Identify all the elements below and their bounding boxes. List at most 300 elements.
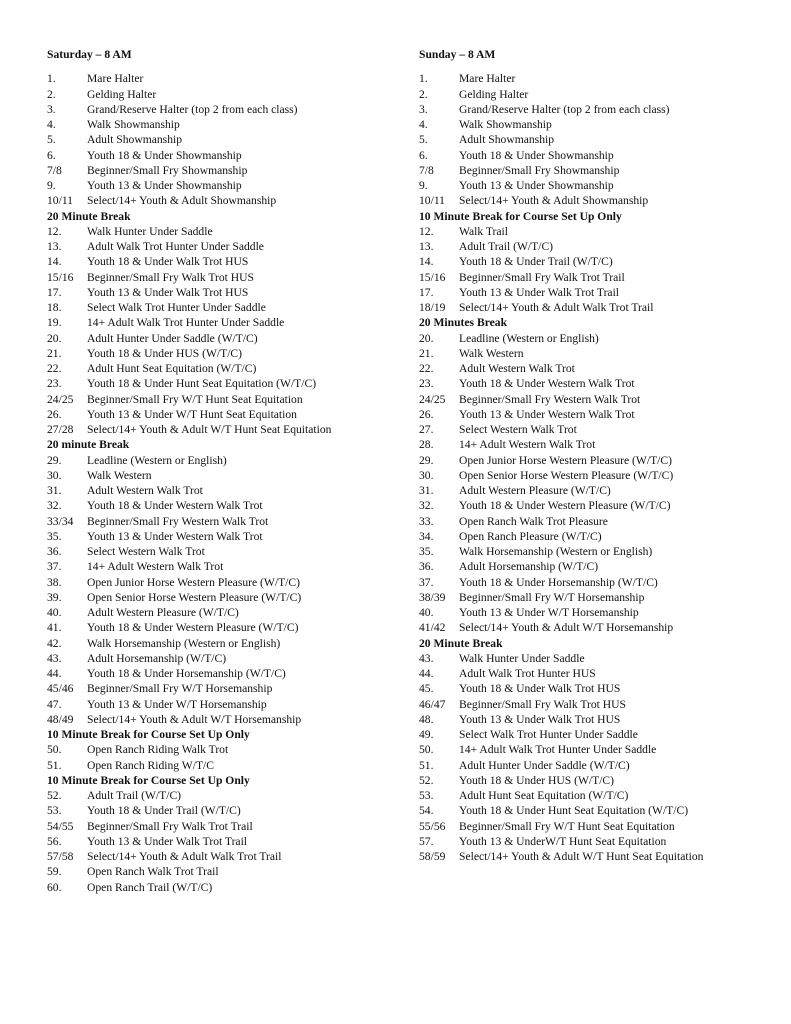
class-number: 29.	[419, 453, 434, 467]
class-name: Select Walk Trot Hunter Under Saddle	[459, 728, 638, 742]
class-number: 50.	[47, 743, 62, 757]
class-row	[419, 758, 779, 773]
class-row	[419, 224, 779, 239]
class-number: 44.	[419, 667, 434, 681]
class-name: Beginner/Small Fry Walk Trot HUS	[459, 697, 626, 711]
class-row	[419, 178, 779, 193]
class-row	[47, 361, 407, 376]
class-number: 43.	[419, 651, 434, 665]
class-name: Beginner/Small Fry W/T Horsemanship	[459, 590, 645, 604]
class-number: 1.	[47, 72, 56, 86]
class-row	[419, 773, 779, 788]
class-name: Youth 18 & Under Trail (W/T/C)	[87, 804, 241, 818]
class-name: Beginner/Small Fry Western Walk Trot	[459, 392, 641, 406]
class-name: Youth 13 & UnderW/T Hunt Seat Equitation	[459, 834, 667, 848]
break-row: 10 Minute Break for Course Set Up Only	[47, 773, 250, 787]
class-row	[47, 849, 407, 864]
class-number: 54.	[419, 804, 434, 818]
class-number: 26.	[47, 407, 62, 421]
class-row	[47, 819, 407, 834]
class-name: 14+ Adult Western Walk Trot	[459, 438, 596, 452]
class-name: Beginner/Small Fry Showmanship	[459, 163, 620, 177]
class-name: Mare Halter	[459, 72, 516, 86]
class-number: 14.	[419, 255, 434, 269]
class-row	[419, 544, 779, 559]
class-number: 36.	[47, 545, 62, 559]
class-name: 14+ Adult Walk Trot Hunter Under Saddle	[459, 743, 657, 757]
class-number: 18.	[47, 301, 62, 315]
class-name: Walk Western	[87, 468, 152, 482]
class-row	[47, 529, 407, 544]
class-name: Youth 18 & Under HUS (W/T/C)	[87, 346, 243, 360]
class-name: Adult Western Walk Trot	[87, 484, 203, 498]
class-name: Beginner/Small Fry Walk Trot Trail	[459, 270, 625, 284]
class-number: 15/16	[47, 270, 74, 284]
class-row	[47, 254, 407, 269]
class-row	[419, 742, 779, 757]
class-row	[47, 331, 407, 346]
class-row	[419, 514, 779, 529]
class-number: 39.	[47, 590, 62, 604]
class-name: Youth 18 & Under Western Walk Trot	[459, 377, 635, 391]
class-number: 12.	[47, 224, 62, 238]
class-row	[419, 834, 779, 849]
class-name: Beginner/Small Fry W/T Hunt Seat Equitation	[459, 819, 675, 833]
class-number: 50.	[419, 743, 434, 757]
class-row	[419, 559, 779, 574]
class-number: 48.	[419, 712, 434, 726]
class-name: Youth 18 & Under Walk Trot HUS	[459, 682, 621, 696]
class-row	[47, 483, 407, 498]
class-name: Youth 18 & Under Walk Trot HUS	[87, 255, 249, 269]
class-name: Adult Walk Trot Hunter HUS	[459, 667, 596, 681]
class-number: 38.	[47, 575, 62, 589]
class-name: Youth 13 & Under Showmanship	[459, 179, 614, 193]
class-name: Beginner/Small Fry Walk Trot HUS	[87, 270, 254, 284]
class-number: 60.	[47, 880, 62, 894]
class-row	[47, 102, 407, 117]
class-row	[419, 331, 779, 346]
class-number: 3.	[47, 102, 56, 116]
class-number: 41.	[47, 621, 62, 635]
class-number: 3.	[419, 102, 428, 116]
class-row	[47, 163, 407, 178]
class-name: Gelding Halter	[459, 87, 529, 101]
class-name: Adult Horsemanship (W/T/C)	[87, 651, 227, 665]
class-number: 24/25	[47, 392, 74, 406]
class-name: Adult Horsemanship (W/T/C)	[459, 560, 599, 574]
class-row	[47, 742, 407, 757]
class-number: 59.	[47, 865, 62, 879]
class-name: Walk Western	[459, 346, 524, 360]
class-row	[419, 483, 779, 498]
class-name: Select/14+ Youth & Adult Showmanship	[87, 194, 277, 208]
class-number: 51.	[419, 758, 434, 772]
class-name: Select Western Walk Trot	[87, 545, 205, 559]
class-row	[47, 544, 407, 559]
class-row	[47, 407, 407, 422]
class-name: Open Ranch Pleasure (W/T/C)	[459, 529, 602, 543]
class-number: 13.	[47, 240, 62, 254]
class-name: Select Walk Trot Hunter Under Saddle	[87, 301, 266, 315]
class-number: 57/58	[47, 850, 74, 864]
class-name: Youth 18 & Under Showmanship	[87, 148, 242, 162]
class-row	[47, 117, 407, 132]
class-number: 49.	[419, 728, 434, 742]
class-number: 54/55	[47, 819, 74, 833]
class-row	[47, 803, 407, 818]
class-name: Adult Western Pleasure (W/T/C)	[87, 606, 239, 620]
class-row	[419, 285, 779, 300]
class-name: Select/14+ Youth & Adult Walk Trot Trail	[459, 301, 654, 315]
class-name: Select/14+ Youth & Adult Walk Trot Trail	[87, 850, 282, 864]
class-name: Youth 13 & Under W/T Horsemanship	[87, 697, 267, 711]
class-name: Adult Showmanship	[459, 133, 555, 147]
class-number: 41/42	[419, 621, 446, 635]
saturday-class-list	[47, 71, 407, 895]
class-row	[419, 407, 779, 422]
class-name: Beginner/Small Fry Walk Trot Trail	[87, 819, 253, 833]
class-name: Youth 13 & Under Western Walk Trot	[87, 529, 263, 543]
class-row	[419, 71, 779, 86]
class-name: Youth 18 & Under Trail (W/T/C)	[459, 255, 613, 269]
class-row	[419, 803, 779, 818]
class-name: Open Ranch Riding Walk Trot	[87, 743, 229, 757]
class-name: Youth 13 & Under Western Walk Trot	[459, 407, 635, 421]
class-name: Adult Hunter Under Saddle (W/T/C)	[87, 331, 258, 345]
class-number: 43.	[47, 651, 62, 665]
class-row	[419, 193, 779, 208]
class-row	[47, 788, 407, 803]
class-name: Youth 18 & Under HUS (W/T/C)	[459, 773, 615, 787]
class-row	[419, 620, 779, 635]
class-number: 12.	[419, 224, 434, 238]
class-number: 47.	[47, 697, 62, 711]
class-number: 13.	[419, 240, 434, 254]
class-name: Youth 13 & Under W/T Horsemanship	[459, 606, 639, 620]
class-number: 24/25	[419, 392, 446, 406]
class-row	[47, 758, 407, 773]
class-row	[419, 819, 779, 834]
class-name: Beginner/Small Fry W/T Hunt Seat Equitation	[87, 392, 303, 406]
class-number: 26.	[419, 407, 434, 421]
class-number: 31.	[419, 484, 434, 498]
class-row	[47, 880, 407, 895]
class-number: 32.	[47, 499, 62, 513]
class-number: 32.	[419, 499, 434, 513]
class-name: Open Junior Horse Western Pleasure (W/T/C)	[459, 453, 672, 467]
class-row	[419, 697, 779, 712]
class-row	[47, 224, 407, 239]
class-number: 2.	[47, 87, 56, 101]
class-number: 44.	[47, 667, 62, 681]
break-row: 10 Minute Break for Course Set Up Only	[419, 209, 622, 223]
class-number: 56.	[47, 834, 62, 848]
class-row	[47, 87, 407, 102]
break-row: 20 Minutes Break	[419, 316, 508, 330]
class-name: Open Senior Horse Western Pleasure (W/T/C)	[87, 590, 302, 604]
class-number: 23.	[47, 377, 62, 391]
class-row	[419, 727, 779, 742]
class-row	[47, 346, 407, 361]
class-number: 17.	[47, 285, 62, 299]
class-number: 27.	[419, 423, 434, 437]
class-name: Grand/Reserve Halter (top 2 from each class)	[459, 102, 670, 116]
class-row	[47, 834, 407, 849]
class-number: 7/8	[47, 163, 62, 177]
class-name: Walk Trail	[459, 224, 508, 238]
class-number: 45/46	[47, 682, 74, 696]
class-number: 48/49	[47, 712, 74, 726]
sunday-column	[419, 47, 779, 864]
break-row: 20 minute Break	[47, 438, 130, 452]
class-name: Adult Western Walk Trot	[459, 362, 575, 376]
class-name: Select Western Walk Trot	[459, 423, 577, 437]
class-number: 55/56	[419, 819, 446, 833]
class-number: 6.	[419, 148, 428, 162]
class-row	[419, 132, 779, 147]
class-name: Youth 18 & Under Western Walk Trot	[87, 499, 263, 513]
class-number: 53.	[47, 804, 62, 818]
class-row	[419, 468, 779, 483]
class-name: Youth 18 & Under Hunt Seat Equitation (W/T/C)	[459, 804, 689, 818]
class-name: Select/14+ Youth & Adult Showmanship	[459, 194, 649, 208]
class-number: 33.	[419, 514, 434, 528]
class-number: 51.	[47, 758, 62, 772]
class-number: 35.	[419, 545, 434, 559]
class-row	[47, 559, 407, 574]
class-name: Adult Hunt Seat Equitation (W/T/C)	[459, 789, 629, 803]
class-name: Walk Hunter Under Saddle	[459, 651, 585, 665]
class-number: 31.	[47, 484, 62, 498]
class-number: 58/59	[419, 850, 446, 864]
class-row	[419, 254, 779, 269]
class-row	[47, 132, 407, 147]
class-name: Mare Halter	[87, 72, 144, 86]
class-number: 34.	[419, 529, 434, 543]
class-row	[419, 437, 779, 452]
class-name: Adult Walk Trot Hunter Under Saddle	[87, 240, 264, 254]
class-number: 38/39	[419, 590, 446, 604]
class-number: 27/28	[47, 423, 74, 437]
sunday-class-list	[419, 71, 779, 864]
class-number: 9.	[47, 179, 56, 193]
class-row	[47, 681, 407, 696]
class-name: Adult Trail (W/T/C)	[87, 789, 182, 803]
class-row	[419, 575, 779, 590]
class-name: Walk Horsemanship (Western or English)	[87, 636, 281, 650]
class-number: 9.	[419, 179, 428, 193]
class-row	[419, 270, 779, 285]
class-row	[47, 636, 407, 651]
class-number: 42.	[47, 636, 62, 650]
class-number: 18/19	[419, 301, 446, 315]
class-row	[419, 148, 779, 163]
class-number: 40.	[47, 606, 62, 620]
class-row	[47, 712, 407, 727]
class-row	[47, 697, 407, 712]
break-row: 10 Minute Break for Course Set Up Only	[47, 728, 250, 742]
class-row	[47, 71, 407, 86]
class-name: Beginner/Small Fry Showmanship	[87, 163, 248, 177]
class-row	[419, 681, 779, 696]
saturday-heading: Saturday – 8 AM	[47, 48, 132, 61]
class-row	[419, 605, 779, 620]
class-name: Beginner/Small Fry W/T Horsemanship	[87, 682, 273, 696]
class-name: Youth 13 & Under Showmanship	[87, 179, 242, 193]
class-name: 14+ Adult Walk Trot Hunter Under Saddle	[87, 316, 285, 330]
class-row	[419, 361, 779, 376]
class-number: 57.	[419, 834, 434, 848]
class-name: Youth 18 & Under Horsemanship (W/T/C)	[459, 575, 658, 589]
class-row	[419, 529, 779, 544]
class-row	[47, 514, 407, 529]
class-row	[419, 346, 779, 361]
class-name: Select/14+ Youth & Adult W/T Hunt Seat Equitation	[87, 423, 332, 437]
class-name: Grand/Reserve Halter (top 2 from each class)	[87, 102, 298, 116]
class-name: Adult Trail (W/T/C)	[459, 240, 554, 254]
class-name: Youth 18 & Under Showmanship	[459, 148, 614, 162]
class-number: 17.	[419, 285, 434, 299]
class-name: Walk Hunter Under Saddle	[87, 224, 213, 238]
class-name: Youth 18 & Under Horsemanship (W/T/C)	[87, 667, 286, 681]
class-row	[419, 376, 779, 391]
class-number: 5.	[419, 133, 428, 147]
class-row	[47, 651, 407, 666]
class-row	[47, 620, 407, 635]
class-row	[47, 453, 407, 468]
class-name: Youth 13 & Under Walk Trot HUS	[459, 712, 621, 726]
class-row	[47, 392, 407, 407]
break-row: 20 Minute Break	[419, 636, 503, 650]
class-row	[419, 87, 779, 102]
class-name: Select/14+ Youth & Adult W/T Hunt Seat Equitation	[459, 850, 704, 864]
class-name: Select/14+ Youth & Adult W/T Horsemanship	[87, 712, 302, 726]
class-number: 10/11	[419, 194, 445, 208]
class-number: 2.	[419, 87, 428, 101]
class-row	[419, 392, 779, 407]
class-row	[47, 575, 407, 590]
class-name: Adult Western Pleasure (W/T/C)	[459, 484, 611, 498]
sunday-heading: Sunday – 8 AM	[419, 48, 496, 61]
class-name: Youth 18 & Under Western Pleasure (W/T/C)	[459, 499, 671, 513]
saturday-column	[47, 47, 407, 895]
break-row: 20 Minute Break	[47, 209, 131, 223]
class-number: 5.	[47, 133, 56, 147]
class-number: 36.	[419, 560, 434, 574]
class-row	[419, 651, 779, 666]
class-number: 14.	[47, 255, 62, 269]
class-row	[419, 422, 779, 437]
class-name: Select/14+ Youth & Adult W/T Horsemanship	[459, 621, 674, 635]
class-name: Walk Showmanship	[87, 118, 180, 132]
class-row	[419, 163, 779, 178]
class-name: Leadline (Western or English)	[87, 453, 227, 467]
class-name: Beginner/Small Fry Western Walk Trot	[87, 514, 269, 528]
class-name: Youth 13 & Under Walk Trot HUS	[87, 285, 249, 299]
class-number: 33/34	[47, 514, 74, 528]
class-number: 10/11	[47, 194, 73, 208]
class-row	[419, 453, 779, 468]
class-name: Open Ranch Trail (W/T/C)	[87, 880, 213, 894]
class-name: Walk Horsemanship (Western or English)	[459, 545, 653, 559]
class-number: 20.	[47, 331, 62, 345]
class-number: 1.	[419, 72, 428, 86]
class-row	[47, 498, 407, 513]
class-row	[47, 666, 407, 681]
class-number: 37.	[47, 560, 62, 574]
class-name: 14+ Adult Western Walk Trot	[87, 560, 224, 574]
class-name: Open Ranch Walk Trot Trail	[87, 865, 219, 879]
class-name: Gelding Halter	[87, 87, 157, 101]
class-row	[47, 300, 407, 315]
class-name: Open Ranch Walk Trot Pleasure	[459, 514, 608, 528]
class-name: Open Senior Horse Western Pleasure (W/T/C)	[459, 468, 674, 482]
class-name: Walk Showmanship	[459, 118, 552, 132]
class-number: 28.	[419, 438, 434, 452]
class-name: Youth 18 & Under Western Pleasure (W/T/C)	[87, 621, 299, 635]
class-name: Youth 13 & Under Walk Trot Trail	[459, 285, 620, 299]
class-name: Adult Hunt Seat Equitation (W/T/C)	[87, 362, 257, 376]
class-number: 40.	[419, 606, 434, 620]
class-number: 53.	[419, 789, 434, 803]
class-number: 23.	[419, 377, 434, 391]
class-row	[419, 590, 779, 605]
class-number: 22.	[47, 362, 62, 376]
class-number: 45.	[419, 682, 434, 696]
class-row	[47, 193, 407, 208]
class-row	[47, 376, 407, 391]
class-row	[419, 666, 779, 681]
class-row	[419, 788, 779, 803]
class-name: Leadline (Western or English)	[459, 331, 599, 345]
class-number: 21.	[47, 346, 62, 360]
class-row	[47, 270, 407, 285]
class-number: 52.	[47, 789, 62, 803]
class-number: 21.	[419, 346, 434, 360]
class-row	[419, 239, 779, 254]
class-row	[419, 117, 779, 132]
class-number: 7/8	[419, 163, 434, 177]
class-name: Open Junior Horse Western Pleasure (W/T/C)	[87, 575, 300, 589]
class-row	[47, 864, 407, 879]
class-row	[419, 712, 779, 727]
class-row	[47, 148, 407, 163]
class-row	[419, 849, 779, 864]
class-number: 20.	[419, 331, 434, 345]
class-name: Youth 13 & Under W/T Hunt Seat Equitation	[87, 407, 297, 421]
class-number: 30.	[419, 468, 434, 482]
class-number: 19.	[47, 316, 62, 330]
class-row	[47, 422, 407, 437]
class-number: 46/47	[419, 697, 446, 711]
class-name: Adult Showmanship	[87, 133, 183, 147]
class-row	[47, 239, 407, 254]
class-number: 4.	[419, 118, 428, 132]
class-name: Open Ranch Riding W/T/C	[87, 758, 214, 772]
class-number: 30.	[47, 468, 62, 482]
class-row	[419, 102, 779, 117]
class-number: 4.	[47, 118, 56, 132]
class-number: 29.	[47, 453, 62, 467]
class-number: 22.	[419, 362, 434, 376]
class-row	[419, 300, 779, 315]
class-number: 37.	[419, 575, 434, 589]
class-row	[47, 178, 407, 193]
class-row	[47, 468, 407, 483]
class-name: Adult Hunter Under Saddle (W/T/C)	[459, 758, 630, 772]
class-row	[47, 605, 407, 620]
